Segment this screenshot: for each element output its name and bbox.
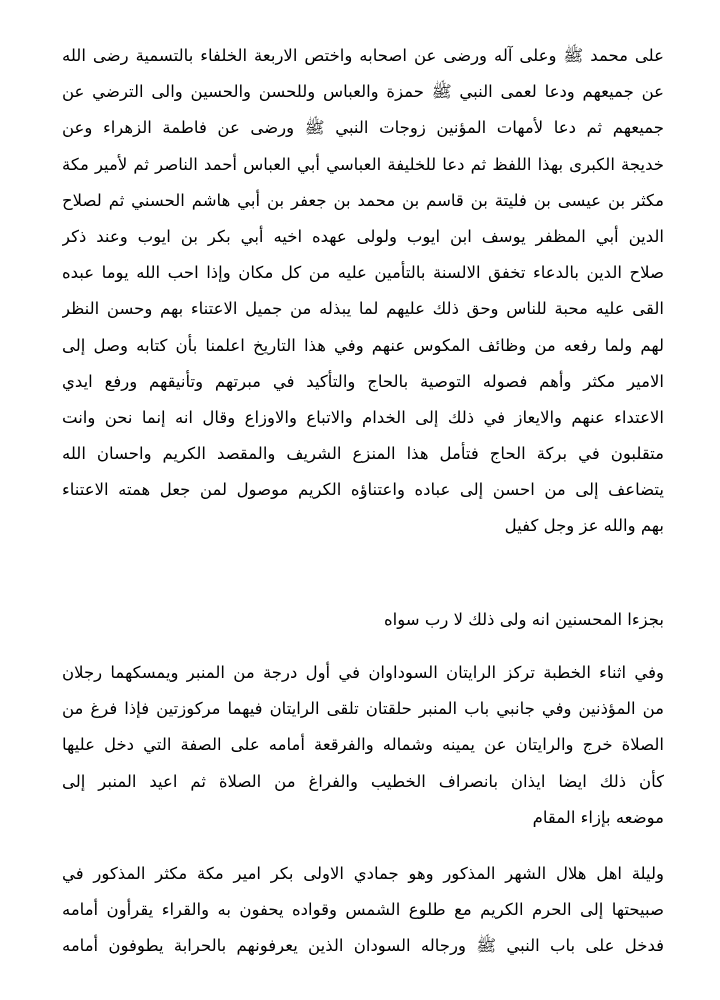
text-line: صلاح الدين بالدعاء تخفق الالسنة بالتأمين عليه من كل مكان وإذا احب الله يوما عبده <box>62 263 664 283</box>
paragraph-2 <box>62 602 664 638</box>
text-line: جميعهم ثم دعا لأمهات المؤنين زوجات النبي ﷺ ورضى عن فاطمة الزهراء وعن <box>62 118 664 138</box>
text-line: الامير مكثر وأهم فصوله التوصية بالحاج والتأكيد في مبرتهم وتأنيقهم ورفع ايدي <box>62 371 664 391</box>
text-line: يتضاعف إلى من احسن إلى عباده واعتناؤه الكريم موصول لمن جعل همته الاعتناء <box>62 480 664 500</box>
text-line: بهم والله عز وجل كفيل <box>504 516 664 536</box>
text-line: لهم ولما رفعه من وظائف المكوس عنهم وفي هذا التاريخ اعلمنا بأن كتابه وصل إلى <box>62 335 664 355</box>
text-line: عن جميعهم ودعا لعمى النبي ﷺ حمزة والعباس وللحسن والحسين والى الترضي عن <box>62 82 664 102</box>
text-line: من المؤذنين وفي جانبي باب المنبر حلقتان تلقى الرايتان فيهما مركوزتين فإذا فرغ من <box>62 699 664 719</box>
text-line: على محمد ﷺ وعلى آله ورضى عن اصحابه واختص الاربعة الخلفاء بالتسمية رضى الله <box>62 46 664 65</box>
text-line: مكثر بن عيسى بن فليتة بن قاسم بن محمد بن جعفر بن أبي هاشم الحسني ثم لصلاح <box>62 190 664 210</box>
text-line: الاعتداء عنهم والايعاز في ذلك إلى الخدام والاتباع والاوزاع وقال انه إنما نحن وانت <box>62 407 664 427</box>
text-line: الدين أبي المظفر يوسف ابن ايوب ولولى عهده اخيه أبي بكر بن ايوب وعند ذكر <box>62 226 664 246</box>
text-line: بجزءا المحسنين انه ولى ذلك لا رب سواه <box>384 610 664 629</box>
text-line: وليلة اهل هلال الشهر المذكور وهو جمادي الاولى بكر امير مكة مكثر المذكور في <box>62 864 664 883</box>
paragraph-3 <box>62 655 664 836</box>
text-line: كأن ذلك ايضا ايذان بانصراف الخطيب والفراغ من الصلاة ثم اعيد المنبر إلى <box>62 771 664 791</box>
text-line: متقلبون في بركة الحاج فتأمل هذا المنزع الشريف والمقصد الكريم واحسان الله <box>62 444 664 464</box>
paragraph-4 <box>62 856 664 965</box>
text-line: الصلاة خرج والرايتان عن يمينه وشماله والفرقعة أمامه على الصفة التي دخل عليها <box>62 735 664 755</box>
text-line: خديجة الكبرى بهذا اللفظ ثم دعا للخليفة العباسي أبي العباس أحمد الناصر ثم لأمير مكة <box>62 154 664 174</box>
text-line: صبيحتها إلى الحرم الكريم مع طلوع الشمس وقواده يحفون به والقراء يقرأون أمامه <box>62 900 664 920</box>
text-line: فدخل على باب النبي ﷺ ورجاله السودان الذين يعرفونهم بالحرابة يطوفون أمامه <box>62 936 664 956</box>
text-line: موضعه بإزاء المقام <box>532 807 664 827</box>
text-line: وفي اثناء الخطبة تركز الرايتان السوداوان في أول درجة من المنبر ويمسكهما رجلان <box>62 663 664 682</box>
paragraph-1 <box>62 38 664 545</box>
text-line: القى عليه محبة للناس وحق ذلك عليهم لما يبذله من جميل الاعتناء بهم وحسن النظر <box>62 299 664 319</box>
